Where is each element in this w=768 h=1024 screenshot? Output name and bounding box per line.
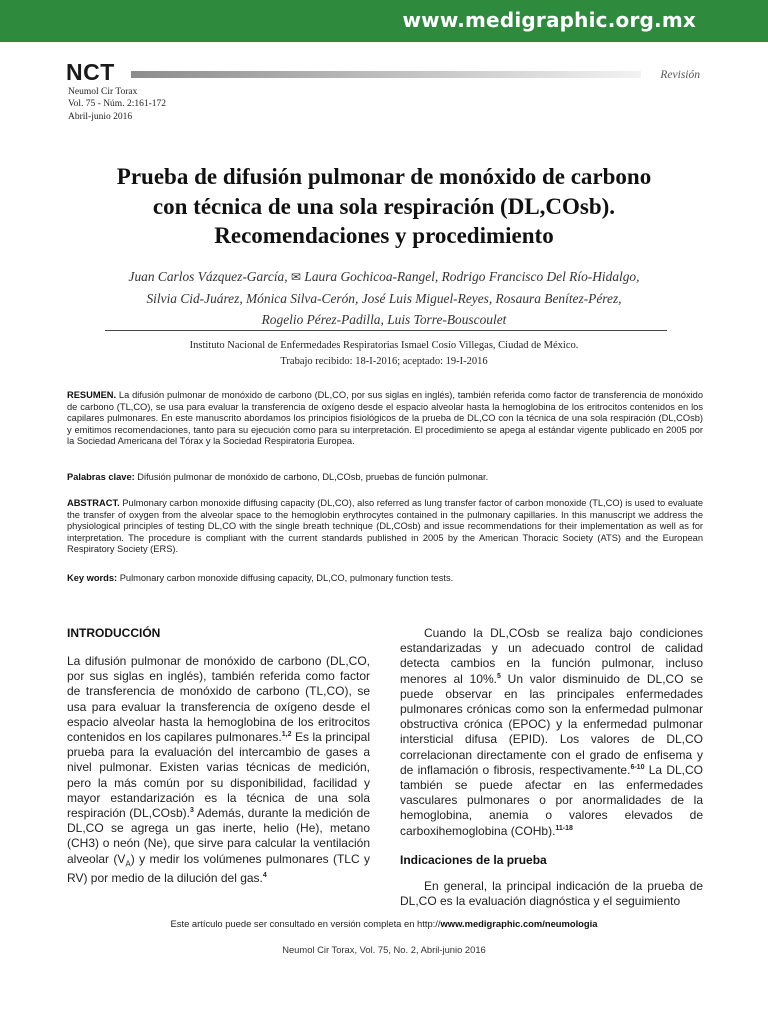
palabras-clave-paragraph — [67, 472, 703, 484]
key-words-text: Pulmonary carbon monoxide diffusing capacity, DL,CO, pulmonary function tests. — [117, 573, 454, 583]
journal-name: Neumol Cir Torax — [68, 87, 138, 97]
title-line-3: Recomendaciones y procedimiento — [214, 223, 554, 248]
subscript: A — [125, 859, 131, 869]
author-list — [60, 266, 708, 330]
resumen-label: RESUMEN. — [67, 390, 117, 400]
abstract-text: Pulmonary carbon monoxide diffusing capacity (DL,CO), also referred as lung transfer factor of carbon monoxide (TL,CO) is used to evaluate the transfer of oxygen from the alveolar space to the hemoglobin erythrocytes contained in the pulmonary capillaries. In this manuscript we address the physiological principles of testing DL,CO with the single breath technique (DL,COsb) and issue recommendations for their implementation as well as for interpretation. The procedure is compliant with the current standards published in 2005 by the American Thoracic Society (ATS) and the European Respiratory Society (ERS). — [67, 498, 703, 555]
citation-ref: 6-10 — [630, 763, 645, 771]
palabras-clave-label: Palabras clave: — [67, 472, 135, 482]
resumen-text: La difusión pulmonar de monóxido de carbono (DL,CO, por sus siglas en inglés), también referida como factor de transferencia de monóxido de carbono (TL,CO), se usa para evaluar la transferencia de oxígeno desde el espacio alveolar hasta la hemoglobina de los eritrocitos contenidos en los capilares pulmonares. En este manuscrito abordamos los principios fisiológicos de la prueba de DL,CO con la técnica de una sola respiración (DL,COsb) y emitimos recomendaciones, tanto para su ejecución como para su interpretación. El procedimiento se apega al estándar vigente publicado en 2005 por la Sociedad Americana del Tórax y la Sociedad Respiratoria Europea. — [67, 390, 703, 447]
abstract-label: ABSTRACT. — [67, 498, 120, 508]
key-words-label: Key words: — [67, 573, 118, 583]
section-heading-introduccion: INTRODUCCIÓN — [67, 626, 161, 640]
intro-text-c: Además, durante la medición de DL,CO se agrega un gas inerte, helio (He), metano (CH3) o neón (Ne), que sirve para calcular la ventilación alveolar (V — [67, 806, 371, 866]
body-paragraph — [400, 626, 703, 839]
citation-ref: 11-18 — [555, 824, 573, 832]
title-line-2: con técnica de una sola respiración (DL,COsb). — [152, 193, 616, 219]
header-rule — [131, 71, 641, 78]
body-text-c: La DL,CO también se puede afectar en las enfermedades vasculares pulmonares o por anormalidades de la hemoglobina, anemia o valores elevados de carboxihemoglobina (COHb). — [400, 762, 703, 838]
footer-note-text: Este artículo puede ser consultado en versión completa en http:// — [170, 918, 441, 929]
citation-ref: 4 — [262, 872, 267, 880]
site-header-bar — [0, 0, 768, 42]
journal-volume: Vol. 75 - Núm. 2:161-172 — [68, 99, 166, 110]
journal-date: Abril-junio 2016 — [68, 111, 133, 122]
footer-citation: Neumol Cir Torax, Vol. 75, No. 2, Abril-junio 2016 — [282, 944, 486, 955]
subsection-heading-indicaciones: Indicaciones de la prueba — [400, 852, 547, 867]
affiliation-divider — [105, 330, 667, 331]
intro-text-b: Es la principal prueba para la evaluación del intercambio de gases a nivel pulmonar. Existen varias técnicas de medición, pero la más común por su disponibilidad, facilidad y mayor estandarización es la técnica de una sola respiración (DL,COsb). — [67, 730, 370, 821]
indicaciones-paragraph: En general, la principal indicación de la prueba de DL,CO es la evaluación diagnóstica y el seguimiento — [400, 878, 703, 909]
intro-paragraph — [67, 654, 370, 886]
journal-citation-info — [68, 86, 166, 123]
intro-text-d: ) y medir los volúmenes pulmonares (TLC y RV) por medio de la dilución del gas. — [67, 851, 371, 886]
affiliation-block — [60, 338, 708, 370]
intro-text-a: La difusión pulmonar de monóxido de carbono (DL,CO, por sus siglas en inglés), también referida como factor de transferencia de monóxido de carbono (TL,CO), se usa para evaluar la transferencia de oxígeno desde el espacio alveolar hasta la hemoglobina de los eritrocitos contenidos en los capilares pulmonares. — [67, 654, 370, 745]
palabras-clave-text: Difusión pulmonar de monóxido de carbono, DL,COsb, pruebas de función pulmonar. — [134, 472, 489, 482]
authors-line-3: Rogelio Pérez-Padilla, Luis Torre-Bouscoulet — [261, 312, 507, 327]
footer-availability-note — [0, 918, 768, 929]
article-section-label: Revisión — [660, 69, 700, 81]
right-column — [400, 626, 703, 909]
citation-ref: 1,2 — [281, 731, 292, 739]
article-title — [60, 162, 708, 251]
institute-name: Instituto Nacional de Enfermedades Respiratorias Ismael Cosío Villegas, Ciudad de México. — [189, 340, 579, 351]
abstract-paragraph — [67, 498, 703, 556]
authors-rest: Laura Gochicoa-Rangel, Rodrigo Francisco Del Río-Hidalgo, — [304, 269, 640, 284]
resumen-paragraph — [67, 390, 703, 448]
authors-line-1 — [60, 266, 708, 288]
citation-ref: 5 — [496, 672, 501, 680]
envelope-icon[interactable]: ✉ — [290, 270, 302, 284]
received-dates: Trabajo recibido: 18-I-2016; aceptado: 19-I-2016 — [280, 356, 488, 367]
footer-link[interactable]: www.medigraphic.com/neumologia — [440, 918, 598, 929]
site-url-link[interactable]: www.medigraphic.org.mx — [402, 8, 696, 32]
left-column — [67, 626, 370, 886]
journal-logo: NCT — [66, 59, 115, 85]
title-line-1: Prueba de difusión pulmonar de monóxido de carbono — [116, 164, 652, 189]
key-words-paragraph — [67, 573, 703, 585]
body-text-b: Un valor disminuido de DL,CO se puede observar en las principales enfermedades pulmonares crónicas como son la enfermedad pulmonar obstructiva crónica (EPOC) y la enfermedad pulmonar intersticial difusa (EPID). Los valores de DL,CO correlacionan directamente con el grado de enfisema y de inflamación o fibrosis, respectivamente. — [400, 671, 703, 777]
body-text-a: Cuando la DL,COsb se realiza bajo condiciones estandarizadas y un adecuado control de calidad detecta cambios en la función pulmonar, incluso menores al 10%. — [400, 626, 703, 686]
citation-ref: 3 — [189, 807, 194, 815]
authors-line-2: Silvia Cid-Juárez, Mónica Silva-Cerón, José Luis Miguel-Reyes, Rosaura Benítez-Pérez, — [146, 291, 622, 306]
author-first: Juan Carlos Vázquez-García, — [128, 269, 288, 284]
